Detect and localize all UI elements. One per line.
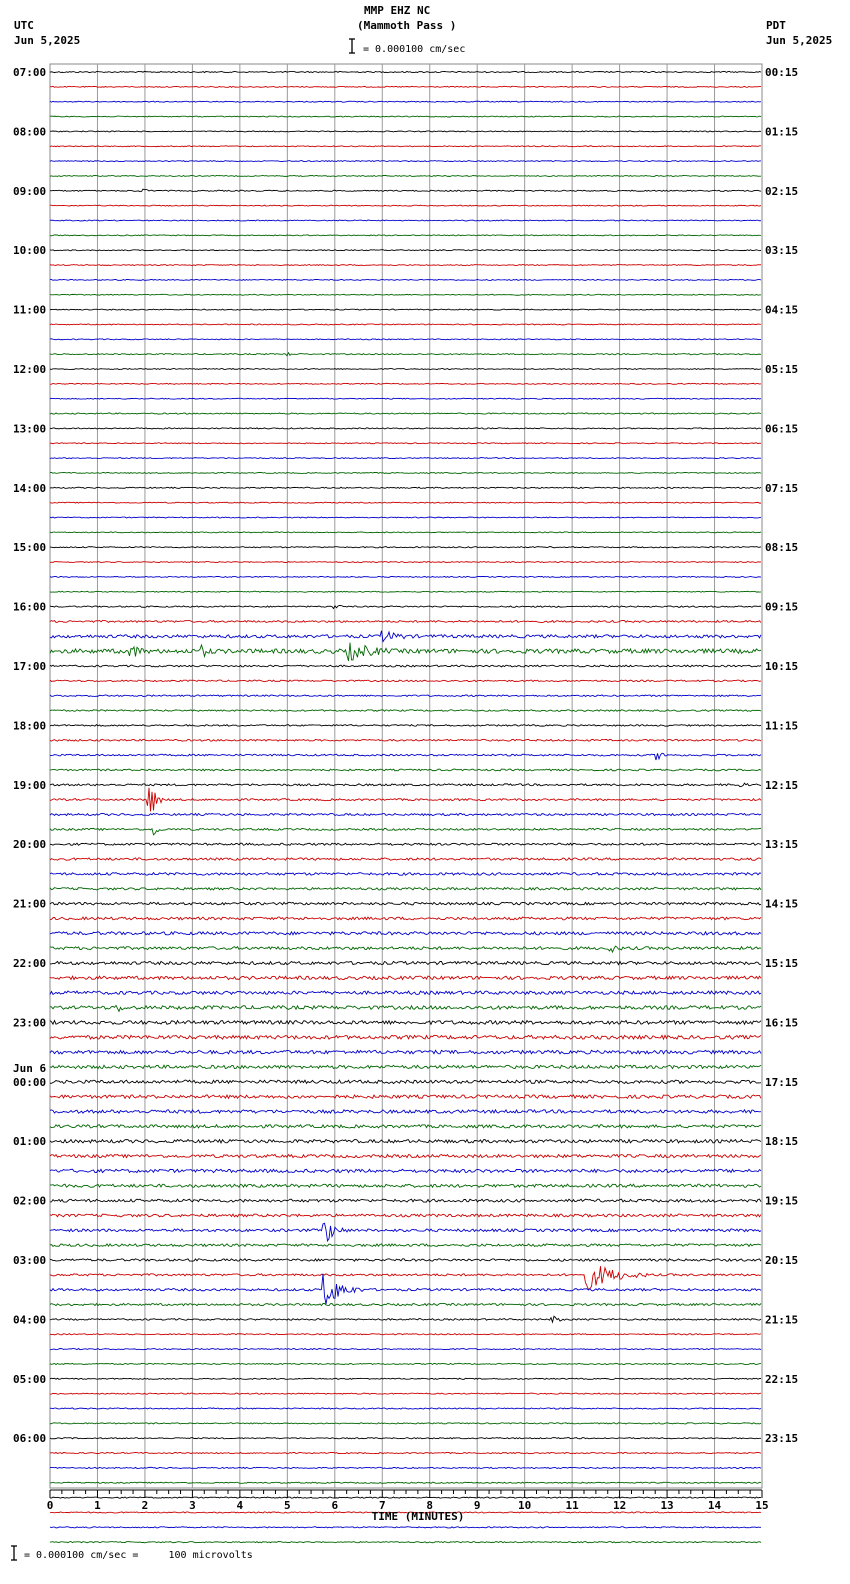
trace-line bbox=[50, 235, 761, 236]
utc-hour-label: 12:00 bbox=[13, 363, 47, 376]
trace-line bbox=[50, 643, 761, 661]
trace-line bbox=[50, 472, 761, 473]
trace-line bbox=[50, 458, 761, 459]
pdt-hour-label: 09:15 bbox=[765, 600, 799, 614]
trace-line bbox=[50, 1223, 761, 1241]
pdt-hour-label: 11:15 bbox=[765, 719, 799, 733]
trace-line bbox=[50, 398, 761, 399]
station-location: (Mammoth Pass ) bbox=[357, 19, 457, 32]
trace-line bbox=[50, 961, 761, 964]
trace-line bbox=[50, 1169, 761, 1172]
trace-line bbox=[50, 116, 761, 117]
trace-line bbox=[50, 1482, 761, 1483]
utc-hour-label: 01:00 bbox=[13, 1135, 47, 1149]
trace-line bbox=[50, 1065, 761, 1068]
trace-line bbox=[50, 605, 761, 608]
pdt-hour-label: 01:15 bbox=[765, 125, 799, 139]
utc-hour-label: 22:00 bbox=[13, 957, 47, 970]
trace-line bbox=[50, 1334, 761, 1335]
left-date: Jun 5,2025 bbox=[14, 34, 81, 47]
header-scale-bar-icon bbox=[349, 39, 355, 53]
pdt-hour-label: 20:15 bbox=[765, 1254, 799, 1267]
trace-line bbox=[50, 753, 761, 760]
trace-line bbox=[50, 547, 761, 548]
pdt-hour-label: 21:15 bbox=[765, 1313, 799, 1327]
trace-line bbox=[50, 917, 761, 920]
x-tick-label: 1 bbox=[94, 1499, 101, 1512]
x-tick-label: 10 bbox=[518, 1499, 532, 1512]
right-date: Jun 5,2025 bbox=[766, 34, 833, 47]
utc-hour-label: 10:00 bbox=[13, 244, 47, 258]
x-axis-label: TIME (MINUTES) bbox=[371, 1510, 465, 1523]
trace-line bbox=[50, 161, 761, 162]
trace-line bbox=[50, 220, 761, 221]
trace-line bbox=[50, 1110, 761, 1113]
trace-line bbox=[50, 680, 761, 682]
trace-line bbox=[50, 1438, 761, 1439]
trace-line bbox=[50, 858, 761, 860]
trace-line bbox=[50, 620, 761, 622]
trace-line bbox=[50, 888, 761, 890]
utc-hour-label: 07:00 bbox=[13, 66, 47, 79]
left-timezone: UTC bbox=[14, 19, 34, 32]
pdt-hour-label: 10:15 bbox=[765, 660, 799, 673]
minute-grid bbox=[50, 64, 762, 1488]
trace-line bbox=[50, 1125, 761, 1128]
utc-hour-label: 04:00 bbox=[13, 1313, 47, 1327]
footer-scale-note: = 0.000100 cm/sec = 100 microvolts bbox=[24, 1550, 253, 1561]
trace-line bbox=[50, 294, 761, 295]
utc-hour-label: 00:00 bbox=[13, 1075, 47, 1089]
utc-hour-label: 17:00 bbox=[13, 660, 47, 673]
utc-hour-label: 11:00 bbox=[13, 303, 47, 317]
trace-line bbox=[50, 828, 761, 834]
trace-line bbox=[50, 1140, 761, 1143]
trace-line bbox=[50, 1199, 761, 1202]
pdt-hour-label: 07:15 bbox=[765, 481, 799, 495]
x-tick-label: 2 bbox=[141, 1499, 149, 1512]
trace-line bbox=[50, 1080, 761, 1083]
trace-line bbox=[50, 1393, 761, 1394]
trace-line bbox=[50, 101, 761, 102]
pdt-hour-label: 15:15 bbox=[765, 957, 799, 970]
trace-line bbox=[50, 976, 761, 979]
plot-frame bbox=[50, 64, 762, 1488]
trace-line bbox=[50, 339, 761, 340]
trace-line bbox=[50, 86, 761, 87]
pdt-hour-label: 02:15 bbox=[765, 184, 799, 198]
pdt-hour-label: 19:15 bbox=[765, 1194, 799, 1208]
trace-line bbox=[50, 1527, 761, 1528]
trace-line bbox=[50, 189, 761, 192]
trace-line bbox=[50, 873, 761, 876]
utc-hour-label: 20:00 bbox=[13, 838, 47, 852]
x-tick-label: 8 bbox=[426, 1499, 434, 1512]
utc-hour-label: 18:00 bbox=[13, 719, 47, 733]
x-tick-label: 14 bbox=[707, 1499, 722, 1512]
trace-line bbox=[50, 783, 761, 787]
trace-line bbox=[50, 932, 761, 935]
x-tick-label: 3 bbox=[189, 1499, 196, 1512]
right-timezone: PDT bbox=[766, 19, 786, 32]
trace-line bbox=[50, 1349, 761, 1350]
utc-hour-label: 23:00 bbox=[13, 1016, 47, 1030]
trace-line bbox=[50, 250, 761, 251]
pdt-hour-label: 06:15 bbox=[765, 422, 799, 436]
trace-line bbox=[50, 1266, 761, 1289]
trace-line bbox=[50, 428, 761, 429]
pdt-hour-label: 12:15 bbox=[765, 778, 799, 792]
utc-hour-label: 08:00 bbox=[13, 125, 47, 139]
trace-line bbox=[50, 591, 761, 592]
pdt-hour-label: 16:15 bbox=[765, 1016, 799, 1030]
trace-line bbox=[50, 205, 761, 206]
utc-hour-label: 14:00 bbox=[13, 481, 47, 495]
trace-line bbox=[50, 1184, 761, 1187]
x-tick-label: 9 bbox=[473, 1499, 481, 1512]
pdt-hour-label: 08:15 bbox=[765, 541, 799, 555]
trace-line bbox=[50, 532, 761, 533]
trace-line bbox=[50, 813, 761, 815]
trace-line bbox=[50, 843, 761, 845]
utc-hour-label: 06:00 bbox=[13, 1432, 47, 1446]
pdt-hour-label: 03:15 bbox=[765, 244, 799, 258]
trace-line bbox=[50, 443, 761, 444]
trace-line bbox=[50, 1467, 761, 1468]
trace-line bbox=[50, 517, 761, 518]
trace-line bbox=[50, 562, 761, 563]
trace-line bbox=[50, 710, 761, 712]
trace-group bbox=[50, 71, 761, 1542]
trace-line bbox=[50, 1423, 761, 1424]
trace-line bbox=[50, 71, 761, 72]
trace-line bbox=[50, 631, 761, 642]
trace-line bbox=[50, 175, 761, 176]
trace-line bbox=[50, 1452, 761, 1453]
utc-hour-label: 21:00 bbox=[13, 897, 47, 911]
trace-line bbox=[50, 1363, 761, 1364]
trace-line bbox=[50, 576, 761, 577]
trace-line bbox=[50, 369, 761, 370]
x-tick-label: 7 bbox=[378, 1499, 386, 1512]
trace-line bbox=[50, 991, 761, 994]
trace-line bbox=[50, 769, 761, 771]
pdt-hour-label: 00:15 bbox=[765, 66, 799, 79]
trace-line bbox=[50, 383, 761, 384]
trace-line bbox=[50, 739, 761, 741]
x-tick-label: 6 bbox=[331, 1499, 339, 1512]
trace-line bbox=[50, 1274, 761, 1305]
pdt-hour-label: 05:15 bbox=[765, 363, 799, 376]
trace-line bbox=[50, 309, 761, 310]
trace-line bbox=[50, 1303, 761, 1305]
trace-line bbox=[50, 413, 761, 414]
x-tick-label: 4 bbox=[236, 1499, 244, 1512]
trace-line bbox=[50, 1050, 761, 1054]
scale-text: = 0.000100 cm/sec bbox=[363, 44, 466, 55]
trace-line bbox=[50, 353, 761, 356]
trace-line bbox=[50, 1497, 761, 1498]
trace-line bbox=[50, 1408, 761, 1409]
footer-scale-bar-icon bbox=[11, 1546, 17, 1560]
utc-hour-label: 03:00 bbox=[13, 1254, 47, 1267]
utc-hour-label: 05:00 bbox=[13, 1372, 47, 1386]
pdt-hour-label: 23:15 bbox=[765, 1432, 799, 1446]
trace-line bbox=[50, 1005, 761, 1011]
trace-line bbox=[50, 1154, 761, 1157]
trace-line bbox=[50, 665, 761, 667]
pdt-hour-label: 14:15 bbox=[765, 897, 799, 911]
trace-line bbox=[50, 502, 761, 503]
x-tick-label: 11 bbox=[565, 1499, 579, 1512]
trace-line bbox=[50, 946, 761, 952]
x-tick-label: 0 bbox=[46, 1499, 54, 1512]
trace-line bbox=[50, 487, 761, 488]
utc-hour-label: 19:00 bbox=[13, 778, 47, 792]
trace-line bbox=[50, 131, 761, 132]
trace-line bbox=[50, 725, 761, 727]
trace-line bbox=[50, 324, 761, 325]
utc-hour-label: 09:00 bbox=[13, 184, 47, 198]
pdt-hour-label: 22:15 bbox=[765, 1372, 799, 1386]
pdt-hour-label: 18:15 bbox=[765, 1135, 799, 1149]
x-tick-label: 5 bbox=[284, 1499, 291, 1512]
x-tick-label: 12 bbox=[612, 1499, 627, 1512]
trace-line bbox=[50, 1035, 761, 1039]
utc-hour-label: 02:00 bbox=[13, 1194, 47, 1208]
date-change-label: Jun 6 bbox=[13, 1061, 47, 1075]
trace-line bbox=[50, 902, 761, 905]
utc-hour-label: 15:00 bbox=[13, 541, 47, 555]
utc-hour-label: 13:00 bbox=[13, 422, 47, 436]
trace-line bbox=[50, 265, 761, 266]
trace-line bbox=[50, 146, 761, 147]
trace-line bbox=[50, 1542, 761, 1543]
trace-line bbox=[50, 1095, 761, 1098]
x-tick-label: 13 bbox=[660, 1499, 674, 1512]
pdt-hour-label: 17:15 bbox=[765, 1075, 799, 1089]
trace-line bbox=[50, 788, 761, 812]
trace-line bbox=[50, 1378, 761, 1379]
pdt-hour-label: 13:15 bbox=[765, 838, 799, 852]
trace-line bbox=[50, 1316, 761, 1322]
trace-line bbox=[50, 1021, 761, 1025]
trace-line bbox=[50, 1244, 761, 1247]
trace-line bbox=[50, 279, 761, 280]
pdt-hour-label: 04:15 bbox=[765, 303, 799, 317]
utc-hour-label: 16:00 bbox=[13, 600, 47, 614]
x-tick-label: 15 bbox=[755, 1499, 769, 1512]
time-axis bbox=[47, 1490, 769, 1523]
station-title: MMP EHZ NC bbox=[364, 4, 431, 17]
trace-line bbox=[50, 1214, 761, 1217]
trace-line bbox=[50, 1259, 761, 1261]
trace-line bbox=[50, 695, 761, 697]
